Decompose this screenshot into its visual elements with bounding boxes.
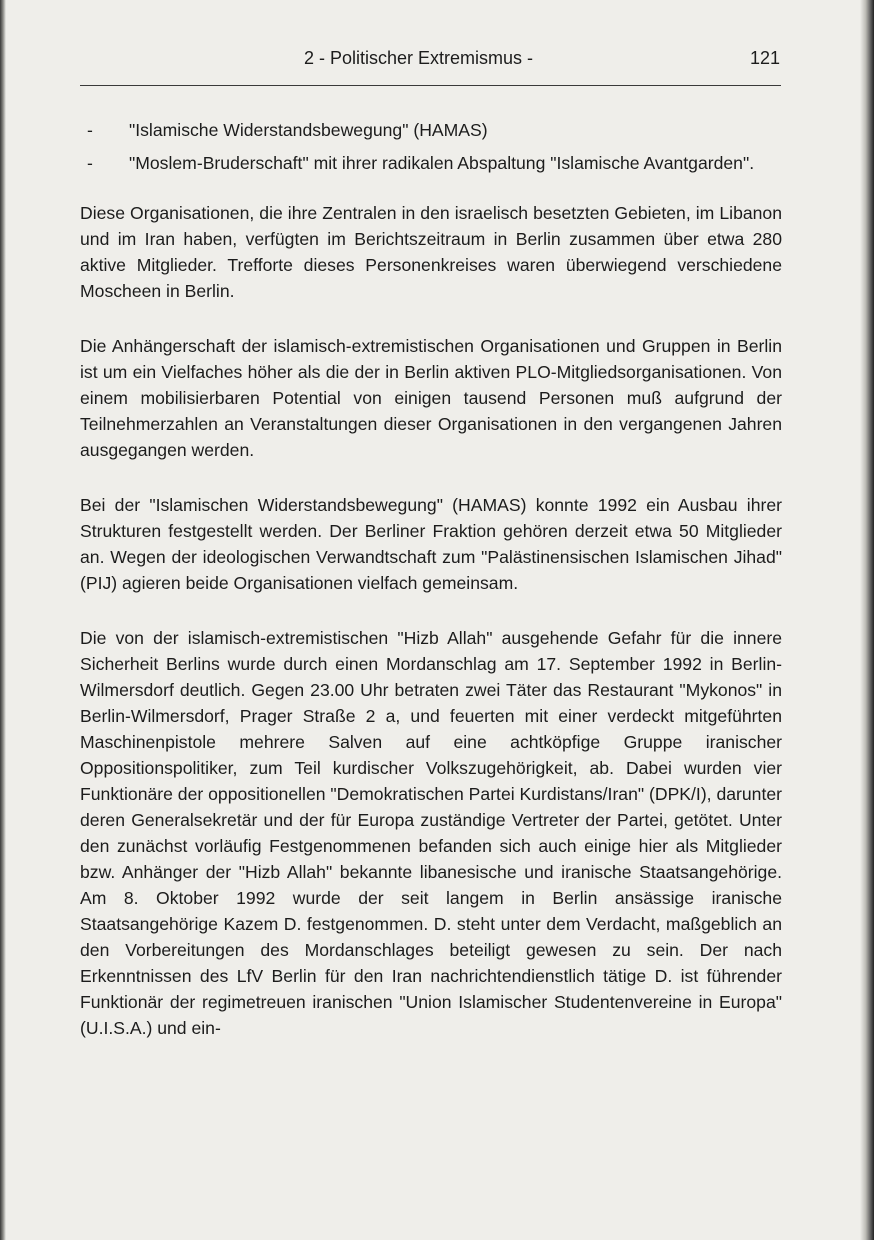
list-item [80, 117, 782, 143]
page-body [80, 117, 782, 1070]
scan-right-edge [860, 0, 874, 1240]
list-dash: - [87, 120, 93, 140]
page-header [80, 48, 780, 76]
paragraph: Die Anhängerschaft der islamisch-extremistischen Organisationen und Gruppen in Berlin ist um ein Vielfaches höher als die der in Berlin aktiven PLO-Mitgliedsorganisationen. Von einem mobilisierbaren Potential von einigen tausend Personen muß aufgrund der Teilnehmerzahlen an Veranstaltungen dieser Organisationen in den vergangenen Jahren ausgegangen werden. [80, 336, 782, 460]
paragraph: Die von der islamisch-extremistischen "Hizb Allah" ausgehende Gefahr für die innere Sicherheit Berlins wurde durch einen Mordanschlag am 17. September 1992 in Berlin-Wilmersdorf deutlich. Gegen 23.00 Uhr betraten zwei Täter das Restaurant "Mykonos" in Berlin-Wilmersdorf, Prager Straße 2 a, und feuerten mit einer verdeckt mitgeführten Maschinenpistole mehrere Salven auf eine achtköpfige Gruppe iranischer Oppositionspolitiker, zum Teil kurdischer Volkszugehörigkeit, ab. Dabei wurden vier Funktionäre der oppositionellen "Demokratischen Partei Kurdistans/Iran" (DPK/I), darunter deren Generalsekretär und der für Europa zuständige Vertreter der Partei, getötet. Unter den zunächst vorläufig Festgenommenen befanden sich auch einige hier als Mitglieder bzw. Anhänger der "Hizb Allah" bekannte libanesische und iranische Staatsangehörige. Am 8. Oktober 1992 wurde der seit langem in Berlin ansässige iranische Staatsangehörige Kazem D. festgenommen. D. steht unter dem Verdacht, maßgeblich an den Vorbereitungen des Mordanschlages beteiligt gewesen zu sein. Der nach Erkenntnissen des LfV Berlin für den Iran nachrichtendienstlich tätige D. ist führender Funktionär der regimetreuen iranischen "Union Islamischer Studentenvereine in Europa" (U.I.S.A.) und ein- [80, 628, 782, 1038]
list-dash: - [87, 153, 93, 173]
list-item-text: "Islamische Widerstandsbewegung" (HAMAS) [129, 120, 488, 140]
running-title: 2 - Politischer Extremismus - [304, 48, 534, 68]
list-item [80, 150, 782, 176]
paragraph: Bei der "Islamischen Widerstandsbewegung" (HAMAS) konnte 1992 ein Ausbau ihrer Strukturen festgestellt werden. Der Berliner Fraktion gehören derzeit etwa 50 Mitglieder an. Wegen der ideologischen Verwandtschaft zum "Palästinensischen Islamischen Jihad" (PIJ) agieren beide Organisationen vielfach gemeinsam. [80, 495, 782, 593]
list-item-text: "Moslem-Bruderschaft" mit ihrer radikalen Abspaltung "Islamische Avantgarden". [129, 153, 755, 173]
paragraph: Diese Organisationen, die ihre Zentralen in den israelisch besetzten Gebieten, im Libanon und im Iran haben, verfügten im Berichtszeitraum in Berlin zusammen über etwa 280 aktive Mitglieder. Trefforte dieses Personenkreises waren überwiegend verschiedene Moscheen in Berlin. [80, 203, 782, 301]
header-rule [80, 85, 781, 86]
scan-left-edge [0, 0, 6, 1240]
page-number: 121 [749, 48, 780, 68]
